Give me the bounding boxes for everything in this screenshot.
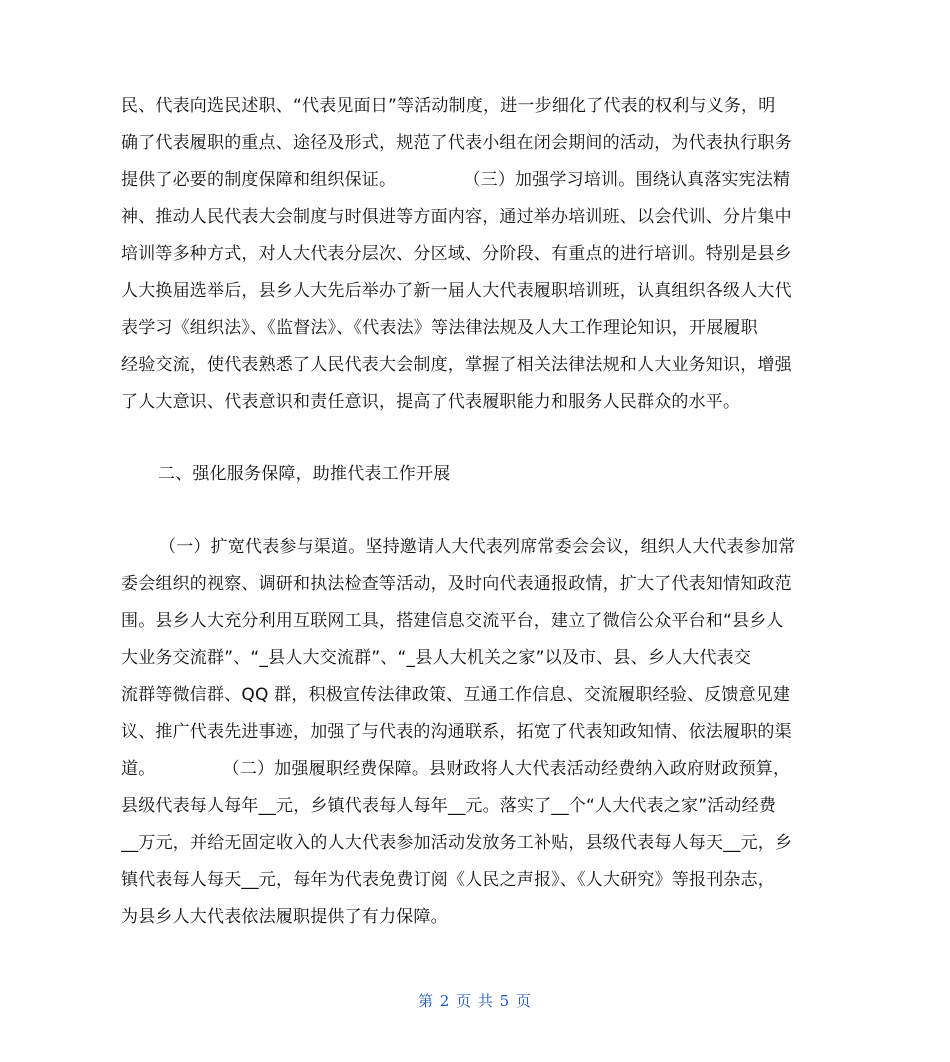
text-line: 人大换届选举后，县乡人大先后举办了新一届人大代表履职培训班，认真组织各级人大代 [121, 281, 792, 301]
text-line: 表学习《组织法》、《监督法》、《代表法》等法律法规及人大工作理论知识，开展履职 [121, 318, 758, 338]
section-heading [121, 456, 839, 493]
text-line: 了人大意识、代表意识和责任意识，提高了代表履职能力和服务人民群众的水平。 [121, 392, 741, 412]
text-line: 神、推动人民代表大会制度与时俱进等方面内容，通过举办培训班、以会代训、分片集中 [121, 207, 792, 227]
text-line: 培训等多种方式，对人大代表分层次、分区域、分阶段、有重点的进行培训。特别是县乡 [121, 244, 792, 264]
text-line: 大业务交流群”、“_县人大交流群”、“_县人大机关之家”以及市、县、乡人大代表交 [121, 648, 752, 668]
text-line: 道。 （二）加强履职经费保障。县财政将人大代表活动经费纳入政府财政预算， [121, 759, 791, 779]
text-line: 确了代表履职的重点、途径及形式，规范了代表小组在闭会期间的活动，为代表执行职务 [121, 133, 792, 153]
heading-text: 二、强化服务保障，助推代表工作开展 [158, 464, 451, 484]
text-line: 围。县乡人大充分利用互联网工具，搭建信息交流平台，建立了微信公众平台和“县乡人 [121, 611, 784, 631]
text-line: 议、推广代表先进事迹，加强了与代表的沟通联系，拓宽了代表知政知情、依法履职的渠 [121, 722, 792, 742]
text-line: 经验交流，使代表熟悉了人民代表大会制度，掌握了相关法律法规和人大业务知识，增强 [121, 355, 792, 375]
text-line: 流群等微信群、QQ 群，积极宣传法律政策、互通工作信息、交流履职经验、反馈意见建 [121, 685, 791, 705]
text-line: __万元，并给无固定收入的人大代表参加活动发放务工补贴，县级代表每人每天__元，乡 [121, 833, 793, 853]
page-footer [0, 990, 950, 1011]
text-line: 为县乡人大代表依法履职提供了有力保障。 [121, 907, 448, 927]
text-line: 民、代表向选民述职、“代表见面日”等活动制度，进一步细化了代表的权利与义务，明 [121, 96, 776, 116]
paragraph-block-2 [121, 529, 839, 936]
text-line: 县级代表每人每年__元，乡镇代表每人每年__元。落实了__个“人大代表之家”活动经费 [121, 796, 777, 816]
text-line: 镇代表每人每天__元，每年为代表免费订阅《人民之声报》、《人大研究》等报刊杂志， [121, 870, 775, 890]
text-line: 委会组织的视察、调研和执法检查等活动，及时向代表通报政情，扩大了代表知情知政范 [121, 574, 792, 594]
page-number: 第 2 页 共 5 页 [418, 992, 532, 1010]
text-line: 提供了必要的制度保障和组织保证。 （三）加强学习培训。围绕认真落实宪法精 [121, 170, 791, 190]
text-line: （一）扩宽代表参与渠道。坚持邀请人大代表列席常委会会议，组织人大代表参加常 [159, 537, 796, 557]
paragraph-block-1 [121, 88, 839, 421]
